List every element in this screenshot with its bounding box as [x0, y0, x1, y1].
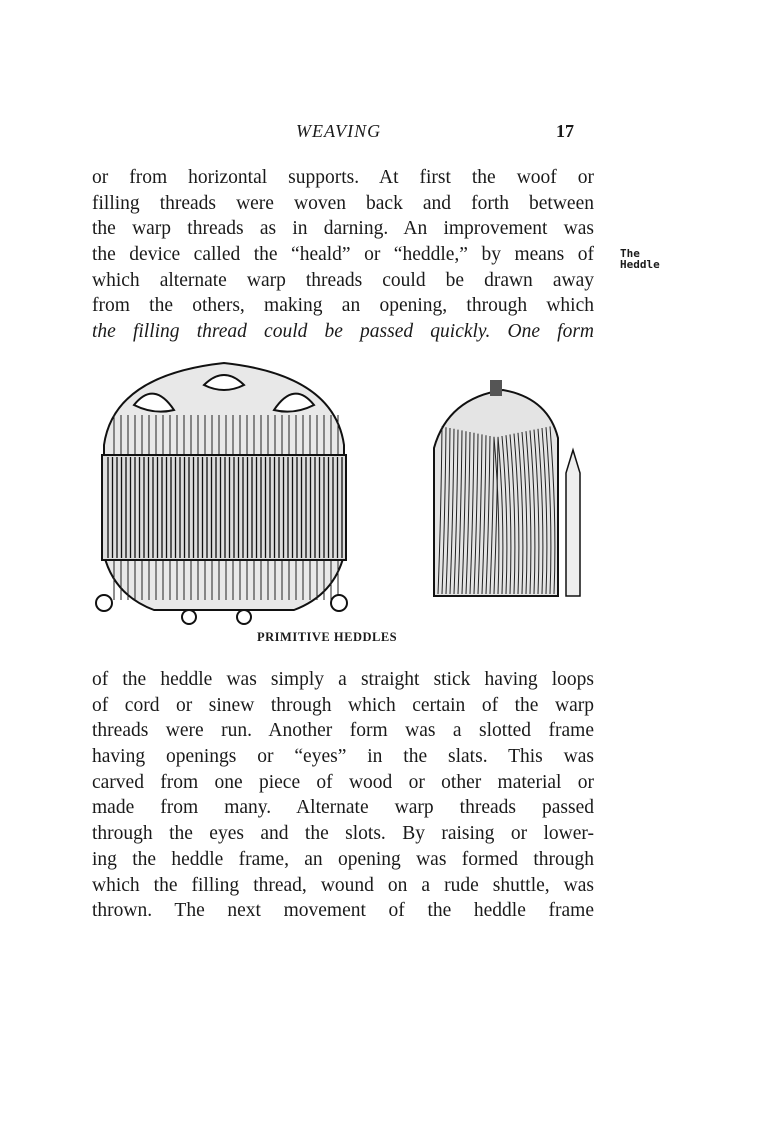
text-line: filling threads were woven back and forth between: [92, 192, 594, 214]
running-title: WEAVING: [296, 121, 382, 141]
heddle-frame-illustration: [94, 355, 354, 625]
margin-note-line: Heddle: [620, 258, 660, 271]
text-line: made from many. Alternate warp threads passed: [92, 797, 594, 819]
text-line: having openings or “eyes” in the slats. This was: [92, 746, 594, 768]
paragraph-2: [92, 667, 594, 924]
text-line: the device called the “heald” or “heddle,” by means of: [92, 244, 594, 266]
figure-caption: PRIMITIVE HEDDLES: [257, 630, 398, 644]
text-line: from the others, making an opening, through which: [92, 295, 594, 317]
text-line: or from horizontal supports. At first the woof or: [92, 167, 594, 188]
text-line: of cord or sinew through which certain of the warp: [92, 694, 594, 716]
margin-note: [620, 248, 660, 270]
text-line: which alternate warp threads could be drawn away: [92, 269, 594, 291]
margin-note-line: The: [620, 247, 640, 260]
text-line: the filling thread could be passed quickly. One form: [92, 321, 594, 343]
text-line: ing the heddle frame, an opening was formed through: [92, 848, 594, 870]
text-line: of the heddle was simply a straight stick having loops: [92, 669, 594, 690]
text-line: carved from one piece of wood or other material or: [92, 771, 594, 793]
heddle-block-illustration: [428, 378, 598, 600]
text-line: the warp threads as in darning. An improvement was: [92, 218, 594, 240]
text-line: threads were run. Another form was a slotted frame: [92, 720, 594, 742]
page-number: 17: [556, 121, 574, 141]
text-line: thrown. The next movement of the heddle frame: [92, 900, 594, 922]
text-line: through the eyes and the slots. By raising or lower-: [92, 823, 594, 845]
text-line: which the filling thread, wound on a rude shuttle, was: [92, 874, 594, 896]
paragraph-1: [92, 165, 594, 345]
